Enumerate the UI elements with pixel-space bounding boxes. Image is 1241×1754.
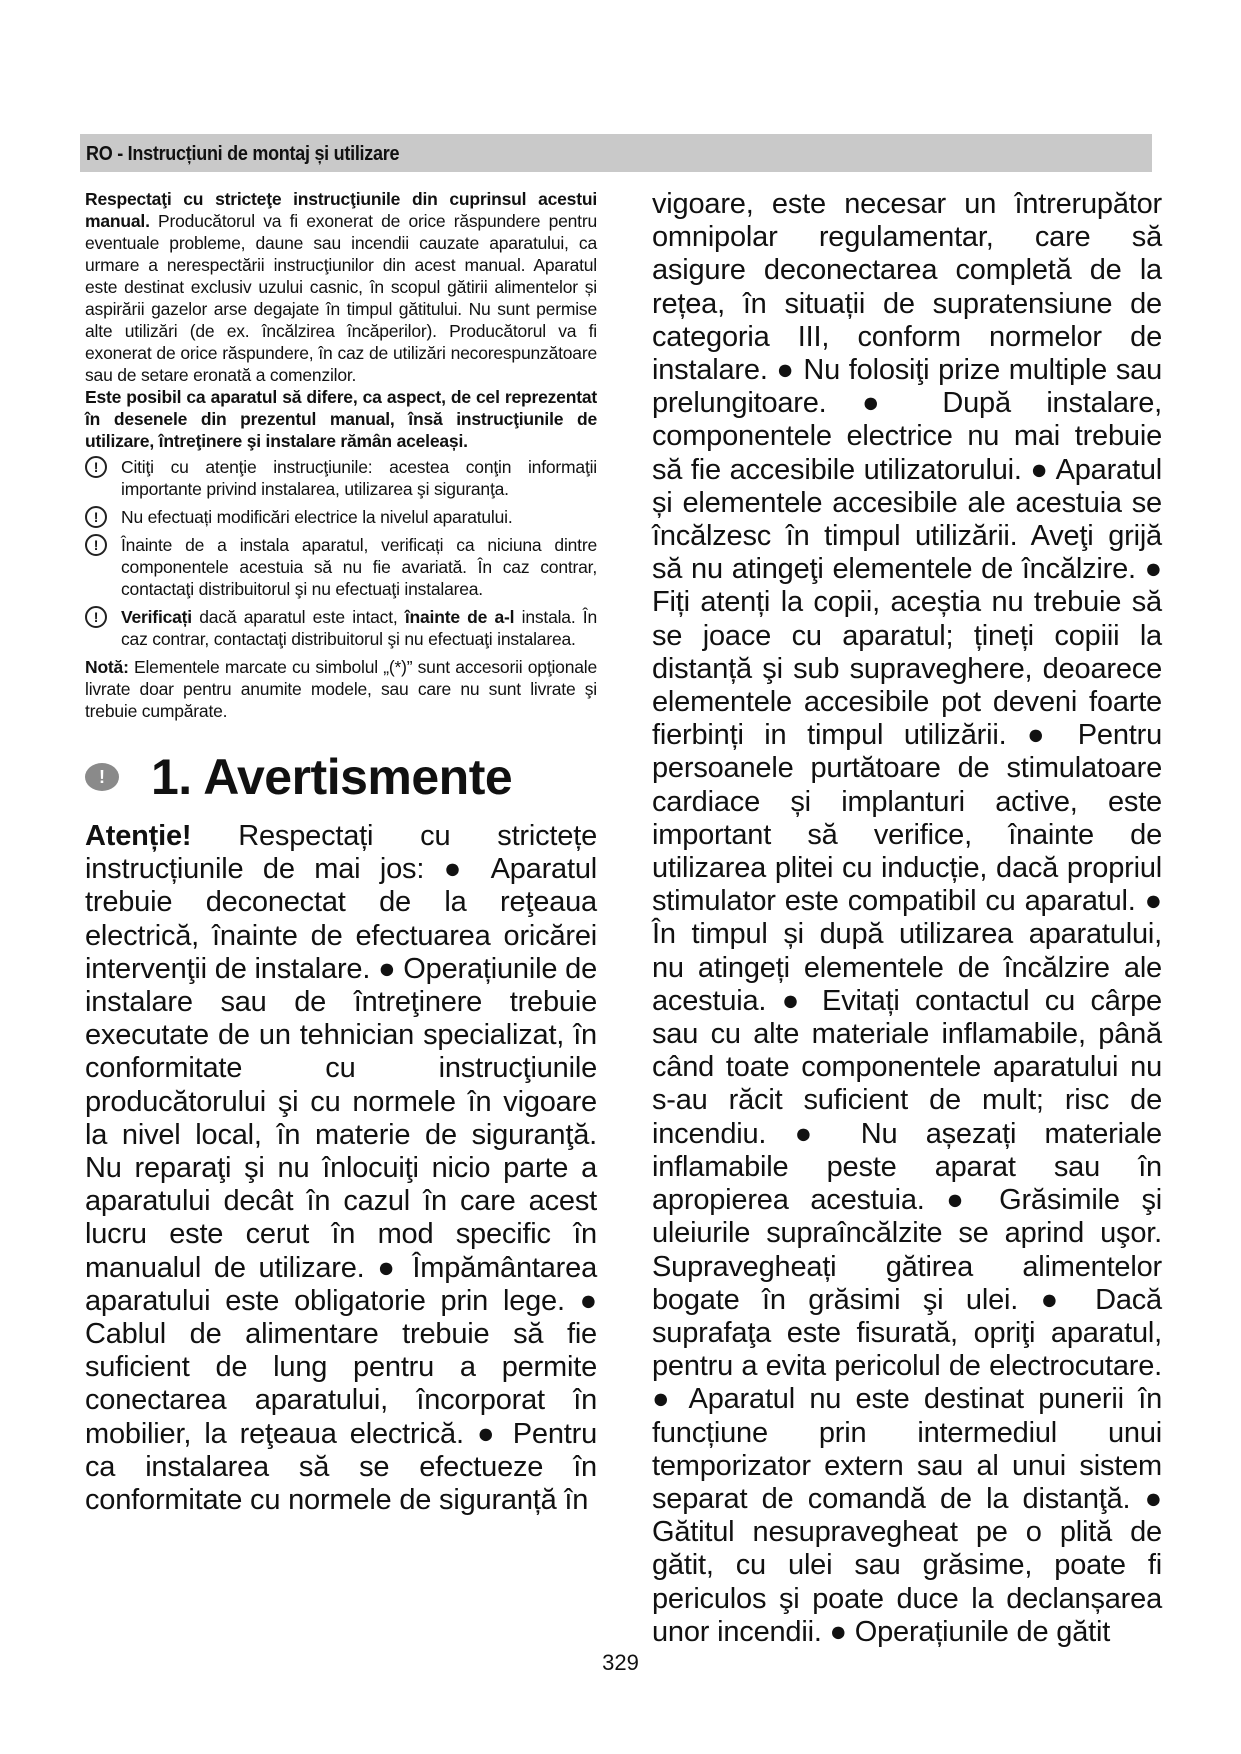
attention-label: Atenție!: [85, 820, 192, 852]
notice-item: [85, 606, 597, 650]
section-heading: [85, 748, 597, 806]
intro-block: [85, 188, 597, 722]
notice-item: [85, 534, 597, 600]
intro-bold-lead: Respectaţi cu stricteţe instrucţiunile din cuprinsul acestui manual.: [85, 189, 597, 231]
section-title: 1. Avertismente: [151, 749, 513, 805]
section-header-bar: [80, 134, 1152, 172]
notice-item: [85, 506, 597, 528]
note-paragraph: [85, 656, 597, 722]
warnings-left-text: [85, 820, 597, 1517]
notice-item: [85, 456, 597, 500]
warnings-text-left: Respectați cu strictețe instrucțiunile de mai jos: ● Aparatul trebuie deconectat de la reţeaua electrică, înainte de efectuarea oricărei intervenţii de instalare. ● Operațiunile de instalare sau de întreţinere trebuie executate de un tehnician specializat, în conformitate cu instrucţiunile producătorului şi cu normele în vigoare la nivel local, în materie de siguranţă. Nu reparaţi şi nu înlocuiţi nicio parte a aparatului decât în cazul în care acest lucru este cerut în mod specific în manualul de utilizare. ● Împământarea aparatului este obligatorie prin lege. ● Cablul de alimentare trebuie să fie suficient de lung pentru a permite conectarea aparatului, încorporat în mobilier, la reţeaua electrică. ● Pentru ca instalarea să se efectueze în conformitate cu normele de siguranță în: [85, 820, 597, 1517]
info-icon: !: [85, 606, 107, 628]
warnings-right-text: [652, 188, 1162, 1649]
page-number: 329: [602, 1650, 639, 1675]
notice-text: Verificați dacă aparatul este intact, înainte de a-l instala. În caz contrar, contactaţi distribuitorul şi nu efectuaţi instalarea.: [121, 607, 598, 649]
info-icon: !: [85, 534, 107, 556]
intro-text: Producătorul va fi exonerat de orice răspundere pentru eventuale probleme, daune sau incendii cauzate aparatului, ca urmare a nerespectării instrucţiunilor din acest manual. Aparatul este destinat exclusiv uzului casnic, în scopul gătirii alimentelor și aspirării gazelor arse degajate în timpul gătitului. Nu sunt permise alte utilizări (de ex. încălzirea încăperilor). Producătorul va fi exonerat de orice răspundere, în caz de utilizări necorespunzătoare sau de setare eronată a comenzilor.: [85, 211, 597, 385]
warnings-text-right: vigoare, este necesar un întrerupător omnipolar regulamentar, care să asigure deconectarea completă de la rețea, în situații de supratensiune de categoria III, conform normelor de instalare. ● Nu folosiţi prize multiple sau prelungitoare. ● După instalare, componentele electrice nu mai trebuie să fie accesibile utilizatorului. ● Aparatul și elementele accesibile ale acestuia se încălzesc în timpul utilizării. Aveţi grijă să nu atingeţi elementele de încălzire. ● Fiți atenți la copii, aceștia nu trebuie să se joace cu aparatul; țineți copiii la distanță şi sub supraveghere, deoarece elementele accesibile pot deveni foarte fierbinți in timpul utilizării. ● Pentru persoanele purtătoare de stimulatoare cardiace și implanturi active, este important să verifice, înainte de utilizarea plitei cu inducție, dacă propriul stimulator este compatibil cu aparatul. ● În timpul și după utilizarea aparatului, nu atingeți elementele de încălzire ale acestuia. ● Evitați contactul cu cârpe sau cu alte materiale inflamabile, până când toate componentele aparatului nu s-au răcit suficient de mult; risc de incendiu. ● Nu așezați materiale inflamabile peste aparat sau în apropierea acestuia. ● Grăsimile şi uleiurile supraîncălzite se aprind uşor. Supravegheați gătirea alimentelor bogate în grăsimi şi ulei. ● Dacă suprafaţa este fisurată, opriţi aparatul, pentru a evita pericolul de electrocutare. ● Aparatul nu este destinat punerii în funcțiune prin intermediul unui temporizator extern sau al unui sistem separat de comandă de la distanţă. ● Gătitul nesupravegheat pe o plită de gătit, cu ulei sau grăsime, poate fi periculos şi poate duce la declanșarea unor incendii. ● Operațiunile de gătit: [652, 188, 1162, 1648]
info-icon: !: [85, 506, 107, 528]
intro-paragraph: [85, 188, 597, 386]
notice-text: Nu efectuați modificări electrice la nivelul aparatului.: [121, 507, 513, 527]
right-column: [652, 188, 1162, 1649]
intro-bold-note: Este posibil ca aparatul să difere, ca aspect, de cel reprezentat în desenele din prezentul manual, însă instrucţiunile de utilizare, întreţinere şi instalare rămân aceleași.: [85, 387, 597, 451]
notice-text: Citiţi cu atenţie instrucţiunile: acestea conţin informaţii importante privind instalarea, utilizarea şi siguranţa.: [121, 457, 597, 499]
warning-icon: !: [85, 763, 119, 791]
notice-text: Înainte de a instala aparatul, verificați ca niciuna dintre componentele acestuia să nu fie avariată. În caz contrar, contactaţi distribuitorul şi nu efectuaţi instalarea.: [121, 535, 597, 599]
left-column: [85, 188, 597, 1517]
header-title: RO - Instrucțiuni de montaj și utilizare: [86, 143, 400, 165]
note-label: Notă:: [85, 657, 129, 677]
note-text: Elementele marcate cu simbolul „(*)” sunt accesorii opţionale livrate doar pentru anumite modele, sau care nu sunt livrate şi trebuie cumpărate.: [85, 657, 597, 721]
info-icon: !: [85, 456, 107, 478]
